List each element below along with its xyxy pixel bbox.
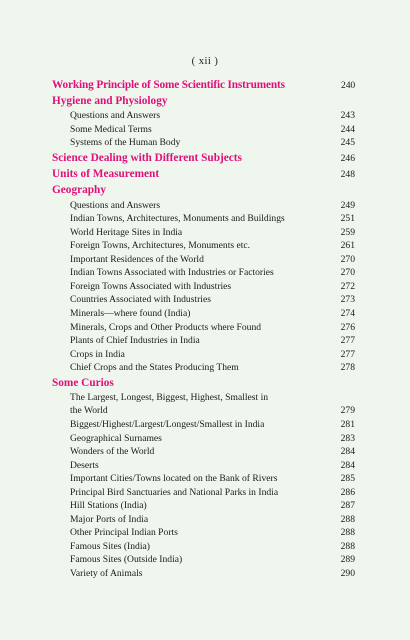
toc-entry <box>52 445 355 459</box>
toc-heading-title: Hygiene and Physiology <box>52 95 168 108</box>
toc-entry-title: Minerals, Crops and Other Products where Found <box>70 321 262 333</box>
toc-entry <box>52 334 355 348</box>
toc-entry-title: Indian Towns Associated with Industries or Factories <box>70 267 274 279</box>
toc-page-number: 288 <box>340 540 355 552</box>
toc-page-number: 287 <box>340 500 355 512</box>
toc-entry-title: Some Medical Terms <box>70 123 152 135</box>
toc-entry-title: Questions and Answers <box>70 199 161 211</box>
toc-entry-title: Important Cities/Towns located on the Bank of Rivers <box>70 473 278 485</box>
toc-page-number: 251 <box>340 213 355 225</box>
toc-entry <box>52 280 355 294</box>
toc-heading-title: Science Dealing with Different Subjects <box>52 152 242 165</box>
toc-entry <box>52 553 355 567</box>
toc-entry <box>52 226 355 240</box>
toc-page-number: 286 <box>340 486 355 498</box>
toc-page-number: 273 <box>340 294 355 306</box>
toc-page-number: 284 <box>340 459 355 471</box>
toc-page-number: 261 <box>340 240 355 252</box>
toc-heading-title: Geography <box>52 184 106 197</box>
toc-entry <box>52 109 355 123</box>
toc-entry <box>52 239 355 253</box>
toc-page-number: 288 <box>340 513 355 525</box>
toc-entry <box>52 253 355 267</box>
toc-entry-title: Countries Associated with Industries <box>70 294 211 306</box>
toc-entry-title: Famous Sites (Outside India) <box>70 554 183 566</box>
toc-page-number: 277 <box>340 348 355 360</box>
toc-entry <box>52 199 355 213</box>
toc-page-number: 272 <box>340 280 355 292</box>
toc-entry <box>52 266 355 280</box>
toc-entry-title: Geographical Surnames <box>70 432 162 444</box>
toc-page-number: 288 <box>340 527 355 539</box>
toc-page-number: 277 <box>340 335 355 347</box>
toc-entry <box>52 567 355 581</box>
toc-entry-title: Deserts <box>70 459 99 471</box>
toc-entry-title: Minerals—where found (India) <box>70 307 191 319</box>
toc-entry-title: Chief Crops and the States Producing Them <box>70 362 239 374</box>
toc-entry <box>52 513 355 527</box>
toc-heading <box>52 150 355 166</box>
page-number: ( xii ) <box>191 56 219 67</box>
toc-entry-title: Biggest/Highest/Largest/Longest/Smallest in India <box>70 418 265 430</box>
toc-entry-title: World Heritage Sites in India <box>70 226 183 238</box>
toc-entry <box>52 432 355 446</box>
toc-entry-title: Important Residences of the World <box>70 253 204 265</box>
toc-entry-title: Crops in India <box>70 348 125 360</box>
toc-page-number: 281 <box>340 418 355 430</box>
toc-page-number: 249 <box>340 199 355 211</box>
toc-entry <box>52 348 355 362</box>
toc-entry <box>52 418 355 432</box>
toc-entry <box>52 526 355 540</box>
toc-heading <box>52 375 355 391</box>
toc-entry <box>52 212 355 226</box>
toc-entry-title: Wonders of the World <box>70 446 155 458</box>
toc-entry-title: Major Ports of India <box>70 513 149 525</box>
toc-entry-title: the World <box>70 405 108 417</box>
toc-entry <box>52 472 355 486</box>
toc-entry-title: Foreign Towns Associated with Industries <box>70 280 232 292</box>
toc-entry-title: Hill Stations (India) <box>70 500 147 512</box>
toc-page-number: 245 <box>340 137 355 149</box>
toc-page-number: 290 <box>340 567 355 579</box>
toc-page-number: 278 <box>340 362 355 374</box>
toc-entry <box>52 361 355 375</box>
toc-entry-title: Plants of Chief Industries in India <box>70 335 200 347</box>
toc-entry <box>52 486 355 500</box>
toc-heading-title: Units of Measurement <box>52 168 160 181</box>
toc-page-number: 274 <box>340 307 355 319</box>
toc-page-number: 283 <box>340 432 355 444</box>
toc-page-number: 276 <box>340 321 355 333</box>
toc-entry-title: Systems of the Human Body <box>70 137 181 149</box>
toc-heading <box>52 166 355 182</box>
toc-heading <box>52 93 355 109</box>
toc-page-number: 246 <box>340 153 355 165</box>
toc-heading <box>52 77 355 93</box>
toc-entry-title: Foreign Towns, Architectures, Monuments etc. <box>70 240 251 252</box>
toc-page-number: 270 <box>340 253 355 265</box>
toc-entry-title: Famous Sites (India) <box>70 540 150 552</box>
toc-page-number: 279 <box>340 405 355 417</box>
toc-page-number: 289 <box>340 554 355 566</box>
toc-entry <box>52 307 355 321</box>
toc-page-number: 270 <box>340 267 355 279</box>
toc-entry-title: Variety of Animals <box>70 567 143 579</box>
toc-entry <box>52 459 355 473</box>
toc-page-number: 244 <box>340 123 355 135</box>
toc-page-number: 259 <box>340 226 355 238</box>
toc-heading-title: Some Curios <box>52 376 114 389</box>
toc-page-number: 243 <box>340 110 355 122</box>
toc-page-number: 285 <box>340 473 355 485</box>
toc-entry-title: Indian Towns, Architectures, Monuments and Buildings <box>70 213 285 225</box>
toc-entry <box>52 540 355 554</box>
table-of-contents <box>52 77 355 581</box>
toc-entry-title: Other Principal Indian Ports <box>70 527 178 539</box>
toc-entry <box>52 123 355 137</box>
toc-page-number: 248 <box>340 169 355 181</box>
toc-heading <box>52 182 355 198</box>
toc-page-number: 284 <box>340 446 355 458</box>
toc-entry <box>52 499 355 513</box>
toc-entry <box>52 391 355 405</box>
toc-heading-title: Working Principle of Some Scientific Instruments <box>52 79 285 91</box>
toc-entry <box>52 136 355 150</box>
toc-entry-title: The Largest, Longest, Biggest, Highest, Smallest in <box>70 391 269 403</box>
toc-page-number: 240 <box>341 80 355 91</box>
toc-entry-title: Questions and Answers <box>70 110 161 122</box>
toc-entry <box>52 293 355 307</box>
toc-entry <box>52 321 355 335</box>
toc-entry-title: Principal Bird Sanctuaries and National Parks in India <box>70 486 279 498</box>
toc-entry <box>52 404 355 418</box>
